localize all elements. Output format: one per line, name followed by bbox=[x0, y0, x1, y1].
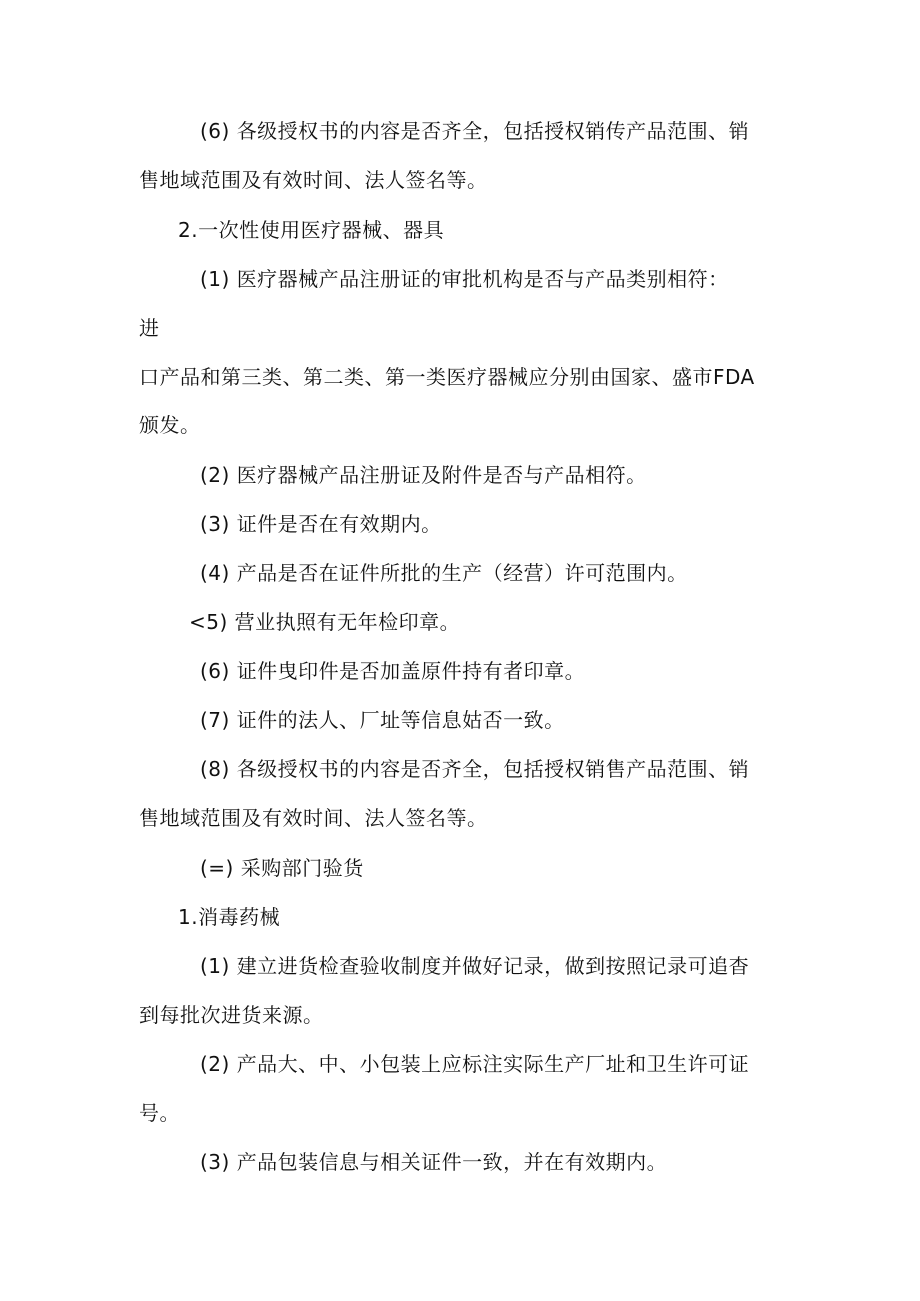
paragraph-line: 号。 bbox=[139, 1101, 180, 1125]
paragraph-line: (2) 产品大、中、小包装上应标注实际生产厂址和卫生许可证 bbox=[200, 1052, 750, 1076]
section-heading: (=) 采购部门验货 bbox=[200, 856, 364, 880]
paragraph-line: 售地域范围及有效时间、法人签名等。 bbox=[139, 168, 488, 192]
paragraph-line: (4) 产品是否在证件所批的生产（经营）许可范围内。 bbox=[200, 561, 688, 585]
section-heading: 2.一次性使用医疗器械、器具 bbox=[178, 218, 445, 242]
paragraph-line: (8) 各级授权书的内容是否齐全，包括授权销售产品范围、销 bbox=[200, 757, 750, 781]
paragraph-line: (6) 各级授权书的内容是否齐全，包括授权销传产品范围、销 bbox=[200, 119, 750, 143]
paragraph-line: (1) 医疗器械产品注册证的审批机构是否与产品类别相符： bbox=[200, 267, 729, 291]
paragraph-line: (3) 产品包装信息与相关证件一致，并在有效期内。 bbox=[200, 1150, 668, 1174]
paragraph-line: (1) 建立进货检查验收制度并做好记录，做到按照记录可追杳 bbox=[200, 954, 750, 978]
paragraph-line: 售地域范围及有效时间、法人签名等。 bbox=[139, 806, 488, 830]
paragraph-line: (3) 证件是否在有效期内。 bbox=[200, 512, 442, 536]
paragraph-line: <5) 营业执照有无年检印章。 bbox=[189, 610, 461, 634]
paragraph-line: 颁发。 bbox=[139, 413, 201, 437]
section-heading: 1.消毒药械 bbox=[178, 905, 281, 929]
paragraph-line: 进 bbox=[139, 316, 160, 340]
paragraph-line: 口产品和第三类、第二类、第一类医疗器械应分别由国家、盛市FDA bbox=[139, 365, 755, 389]
paragraph-line: 到每批次进货来源。 bbox=[139, 1003, 324, 1027]
paragraph-line: (6) 证件曳印件是否加盖原件持有者印章。 bbox=[200, 659, 586, 683]
paragraph-line: (7) 证件的法人、厂址等信息姑否一致。 bbox=[200, 708, 565, 732]
paragraph-line: (2) 医疗器械产品注册证及附件是否与产品相符。 bbox=[200, 463, 647, 487]
